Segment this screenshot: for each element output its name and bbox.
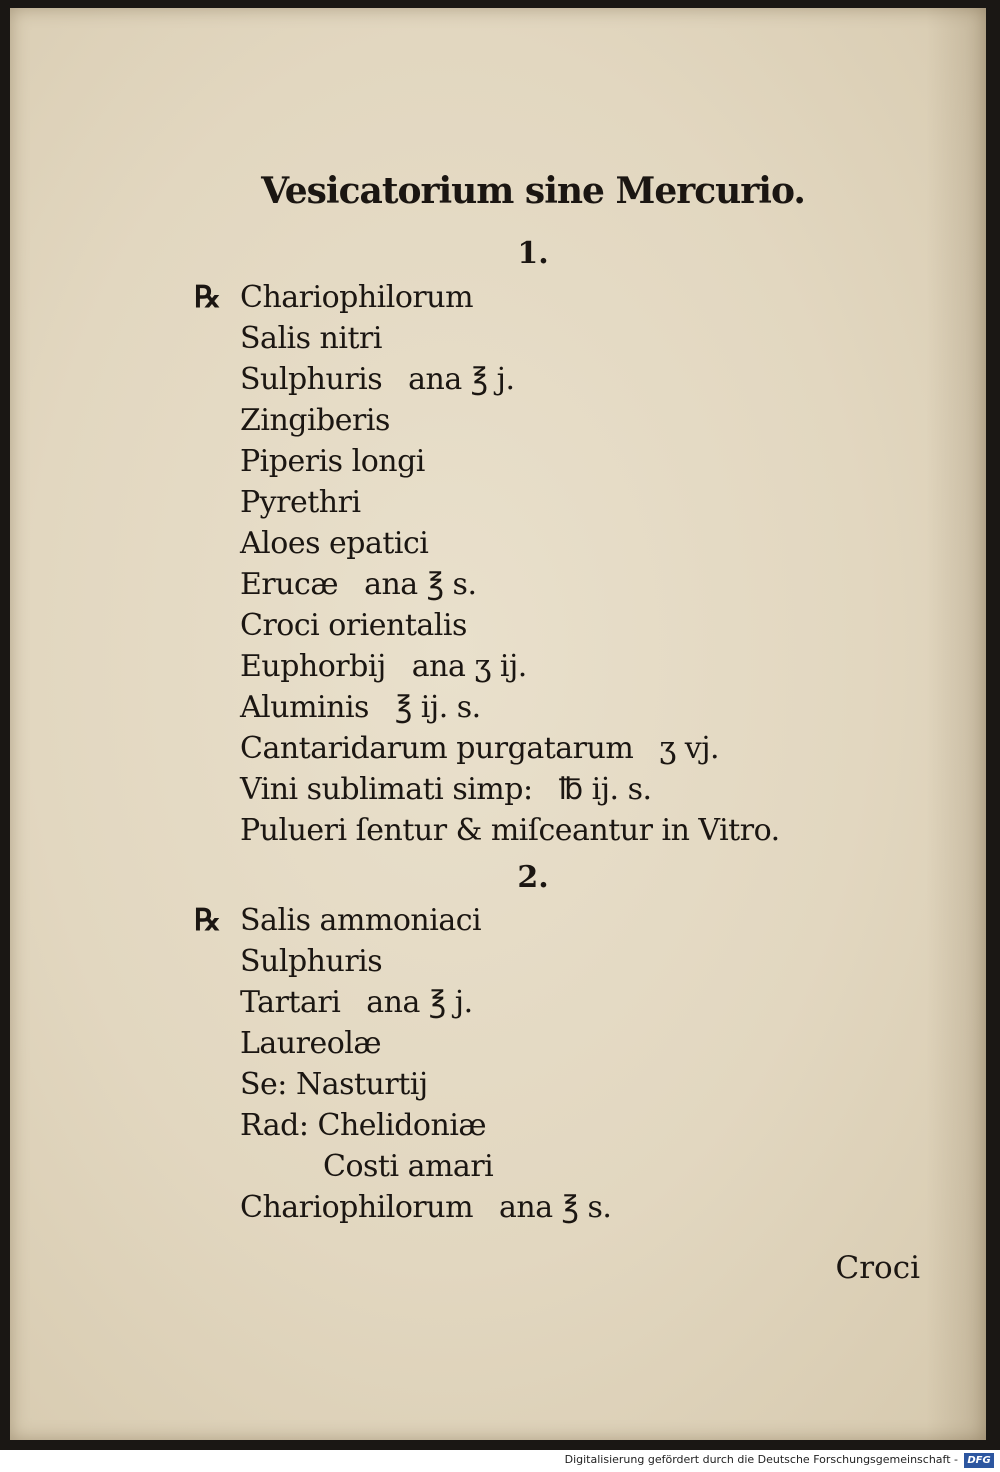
book-page: [10, 8, 986, 1440]
page-title: Vesicatorium sine Mercurio.: [261, 170, 805, 212]
ingredient-line: [240, 444, 425, 479]
ingredient-line: [240, 903, 481, 938]
ingredient-line: [240, 526, 428, 561]
ingredient-line: [240, 321, 382, 356]
ingredient-quantity: ana ℥ j.: [408, 362, 515, 397]
ingredient-line: [240, 944, 382, 979]
ingredient-name: Piperis longi: [240, 444, 425, 479]
catchword: Croci: [835, 1250, 920, 1286]
footer-credit: Digitalisierung gefördert durch die Deutsche Forschungsgemeinschaft -: [564, 1453, 958, 1466]
ingredient-name: Pyrethri: [240, 485, 361, 520]
ingredient-line: [240, 403, 390, 438]
ingredient-name: Tartari: [240, 985, 341, 1020]
ingredient-line: [240, 690, 481, 725]
ingredient-line: [240, 1108, 486, 1143]
recipe-symbol-1: ℞: [194, 280, 221, 315]
recipe-symbol-2: ℞: [194, 903, 221, 938]
ingredient-name: Chariophilorum: [240, 280, 474, 315]
dfg-logo-icon: DFG: [964, 1453, 994, 1468]
ingredient-quantity: ℔ ij. s.: [558, 772, 652, 807]
instruction-line: [240, 813, 780, 848]
digitization-footer: [0, 1450, 1000, 1472]
ingredient-name: Laureolæ: [240, 1026, 382, 1061]
ingredient-line: [240, 362, 515, 397]
ingredient-name: Vini sublimati simp:: [240, 772, 533, 807]
ingredient-name: Rad: Chelidoniæ: [240, 1108, 487, 1143]
ingredient-name: Zingiberis: [240, 403, 390, 438]
ingredient-quantity: ana ℥ s.: [499, 1190, 612, 1225]
ingredient-name: Se: Nasturtij: [240, 1067, 428, 1102]
ingredient-quantity: ℥ ij. s.: [394, 690, 481, 725]
section-number-1: 1.: [517, 236, 549, 271]
ingredient-quantity: ana ℥ j.: [366, 985, 473, 1020]
ingredient-name: Sulphuris: [240, 944, 383, 979]
ingredient-line: [240, 567, 477, 602]
ingredient-name: Euphorbij: [240, 649, 386, 684]
ingredient-quantity: ana ʒ ij.: [411, 649, 527, 684]
ingredient-line: [240, 1067, 428, 1102]
ingredient-line: [240, 608, 467, 643]
ingredient-line: [240, 1190, 611, 1225]
ingredient-line: [323, 1149, 493, 1184]
page-text: [10, 8, 986, 1440]
ingredient-name: Croci orientalis: [240, 608, 467, 643]
ingredient-name: Sulphuris: [240, 362, 383, 397]
ingredient-line: [240, 280, 473, 315]
ingredient-name: Erucæ: [240, 567, 339, 602]
ingredient-line: [240, 649, 527, 684]
ingredient-quantity: ʒ vj.: [659, 731, 720, 766]
ingredient-name: Salis ammoniaci: [240, 903, 482, 938]
instruction-text: Pulueri ſentur & miſceantur in Vitro.: [240, 813, 780, 848]
ingredient-name: Cantaridarum purgatarum: [240, 731, 634, 766]
ingredient-line: [240, 1026, 381, 1061]
ingredient-line: [240, 985, 473, 1020]
ingredient-name: Salis nitri: [240, 321, 382, 356]
ingredient-line: [240, 772, 652, 807]
ingredient-name: Costi amari: [323, 1149, 494, 1184]
ingredient-name: Chariophilorum: [240, 1190, 474, 1225]
section-number-2: 2.: [517, 860, 549, 895]
ingredient-quantity: ana ℥ s.: [364, 567, 477, 602]
ingredient-name: Aloes epatici: [240, 526, 429, 561]
ingredient-line: [240, 731, 719, 766]
ingredient-name: Aluminis: [240, 690, 369, 725]
ingredient-line: [240, 485, 361, 520]
